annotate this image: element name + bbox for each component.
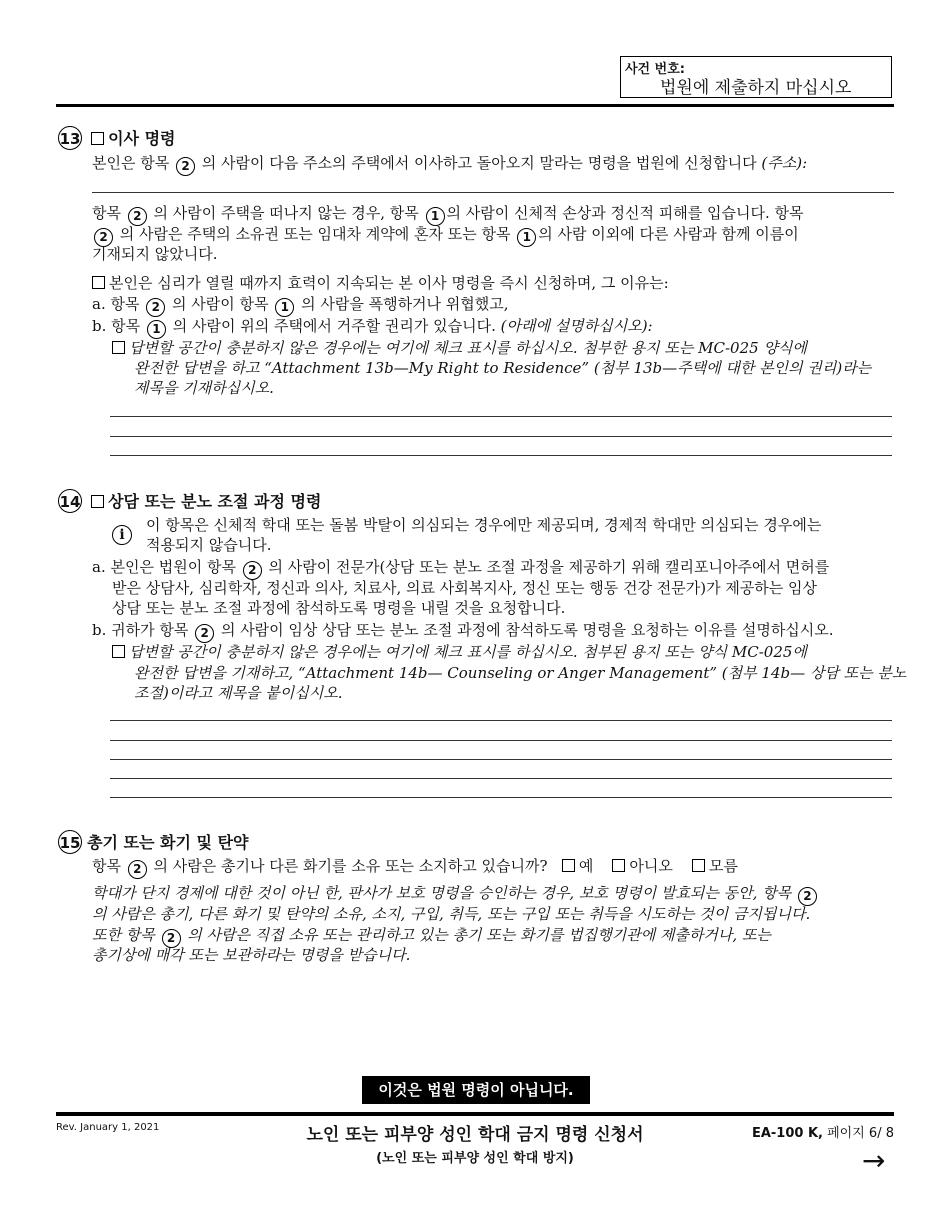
answer-line[interactable] <box>110 759 892 760</box>
section-15-heading <box>58 830 248 854</box>
section-14-checkbox[interactable] <box>91 495 104 508</box>
section-13-checkbox[interactable] <box>91 132 104 145</box>
option-no-label: 아니오 <box>629 857 673 875</box>
answer-line[interactable] <box>110 455 892 456</box>
not-court-order-banner: 이것은 법원 명령이 아닙니다. <box>362 1076 590 1104</box>
attachment-14b-line3: 조절)이라고 제목을 붙이십시오. <box>134 684 343 702</box>
footer-rule <box>56 1112 894 1116</box>
section-13-para-line1: 항목 2 의 사람이 주택을 떠나지 않는 경우, 항목 1 의 사람이 신체적 손상과 정신적 피해를 입습니다. 항목 <box>92 204 803 226</box>
case-number-label: 사건 번호: <box>625 62 685 77</box>
firearms-notice-line4: 총기상에 매각 또는 보관하라는 명령을 받습니다. <box>92 946 411 964</box>
item-14a: a. 본인은 법원이 항목 2 의 사람이 전문가(상담 또는 분노 조절 과정을 제공하기 위해 캘리포니아주에서 면허를 <box>92 558 829 580</box>
item-13a: a. 항목 2 의 사람이 항목 1 의 사람을 폭행하거나 위협했고, <box>92 295 509 317</box>
section-14-info-line1: 이 항목은 신체적 학대 또는 돌봄 박탈이 의심되는 경우에만 제공되며, 경제적 학대만 의심되는 경우에는 <box>146 516 822 534</box>
section-13-para-line2: 2 의 사람은 주택의 소유권 또는 임대차 계약에 혼자 또는 항목 1 의 사람 이외에 다른 사람과 함께 이름이 <box>92 225 799 247</box>
attachment-13b-line2: 완전한 답변을 하고 “Attachment 13b—My Right to Residence” (첨부 13b—주택에 대한 본인의 권리)라는 <box>134 359 872 377</box>
firearms-notice-line3: 또한 항목 2 의 사람은 직접 소유 또는 관리하고 있는 총기 또는 화기를 법집행기관에 제출하거나, 또는 <box>92 926 771 948</box>
section-14-info-line2: 적용되지 않습니다. <box>146 536 272 554</box>
info-icon: i <box>112 524 132 545</box>
form-subtitle: (노인 또는 피부양 성인 학대 방지) <box>376 1151 574 1166</box>
firearms-question: 항목 2 의 사람은 총기나 다른 화기를 소유 또는 소지하고 있습니까? 예 아니오 모름 <box>92 857 738 879</box>
item-13b: b. 항목 1 의 사람이 위의 주택에서 거주할 권리가 있습니다. (아래에 설명하십시오): <box>92 317 653 339</box>
section-13-intro: 본인은 항목 2 의 사람이 다음 주소의 주택에서 이사하고 돌아오지 말라는 명령을 법원에 신청합니다 (주소): <box>92 154 807 176</box>
section-13-para-line3: 기재되지 않았니다. <box>92 245 218 263</box>
answer-line[interactable] <box>110 416 892 417</box>
attachment-13b-line3: 제목을 기재하십시오. <box>134 379 274 397</box>
section-13-heading <box>58 126 176 150</box>
option-unknown-label: 모름 <box>708 857 738 875</box>
option-yes-checkbox[interactable] <box>562 859 575 872</box>
attachment-13b-checkbox[interactable] <box>112 341 125 354</box>
section-15-number: 15 <box>58 830 82 854</box>
attachment-14b-line2: 완전한 답변을 기재하고, “Attachment 14b— Counseling or Anger Management” (첨부 14b— 상담 또는 분노 <box>134 664 907 682</box>
option-yes-label: 예 <box>578 857 594 875</box>
case-number-value: 법원에 제출하지 마십시오 <box>660 78 852 98</box>
revision-date: Rev. January 1, 2021 <box>56 1122 160 1133</box>
answer-line[interactable] <box>110 797 892 798</box>
item-14a-line2: 받은 상담사, 심리학자, 정신과 의사, 치료사, 의료 사회복지사, 정신 또는 행동 건강 전문가)가 제공하는 임상 <box>112 579 818 597</box>
item-14a-line3: 상담 또는 분노 조절 과정에 참석하도록 명령을 내릴 것을 요청합니다. <box>112 599 566 617</box>
address-line[interactable] <box>92 192 894 193</box>
immediate-order-checkbox[interactable] <box>92 276 105 289</box>
attachment-14b-checkbox[interactable] <box>112 645 125 658</box>
attachment-13b-row: 답변할 공간이 충분하지 않은 경우에는 여기에 체크 표시를 하십시오. 첨부한 용지 또는 MC-025 양식에 <box>112 339 807 358</box>
section-14-number: 14 <box>58 489 82 513</box>
attachment-14b-row: 답변할 공간이 충분하지 않은 경우에는 여기에 체크 표시를 하십시오. 첨부된 용지 또는 양식 MC-025에 <box>112 643 807 662</box>
answer-line[interactable] <box>110 436 892 437</box>
firearms-notice-line2: 의 사람은 총기, 다른 화기 및 탄약의 소유, 소지, 구입, 취득, 또는 구입 또는 취득을 시도하는 것이 금지됩니다. <box>92 905 811 923</box>
section-15-title: 총기 또는 화기 및 탄약 <box>87 833 249 852</box>
header-rule <box>56 104 894 107</box>
section-14-heading <box>58 489 321 513</box>
section-14-title: 상담 또는 분노 조절 과정 명령 <box>108 492 322 511</box>
form-id: EA-100 K, <box>751 1126 823 1141</box>
section-13-number: 13 <box>58 126 82 150</box>
section-13-title: 이사 명령 <box>108 129 176 148</box>
answer-line[interactable] <box>110 720 892 721</box>
item-14b: b. 귀하가 항목 2 의 사람이 임상 상담 또는 분노 조절 과정에 참석하도록 명령을 요청하는 이유를 설명하십시오. <box>92 621 834 643</box>
answer-line[interactable] <box>110 778 892 779</box>
form-title: 노인 또는 피부양 성인 학대 금지 명령 신청서 <box>306 1125 644 1145</box>
answer-line[interactable] <box>110 740 892 741</box>
next-page-arrow-icon[interactable]: → <box>862 1144 886 1177</box>
option-no-checkbox[interactable] <box>612 859 625 872</box>
option-unknown-checkbox[interactable] <box>692 859 705 872</box>
page-number: 페이지 6/ 8 <box>827 1126 894 1141</box>
immediate-order-row: 본인은 심리가 열릴 때까지 효력이 지속되는 본 이사 명령을 즉시 신청하며, 그 이유는: <box>92 274 669 293</box>
firearms-notice-line1: 학대가 단지 경제에 대한 것이 아닌 한, 판사가 보호 명령을 승인하는 경우, 보호 명령이 발효되는 동안, 항목 2 <box>92 884 819 906</box>
form-page-info <box>700 1122 894 1141</box>
